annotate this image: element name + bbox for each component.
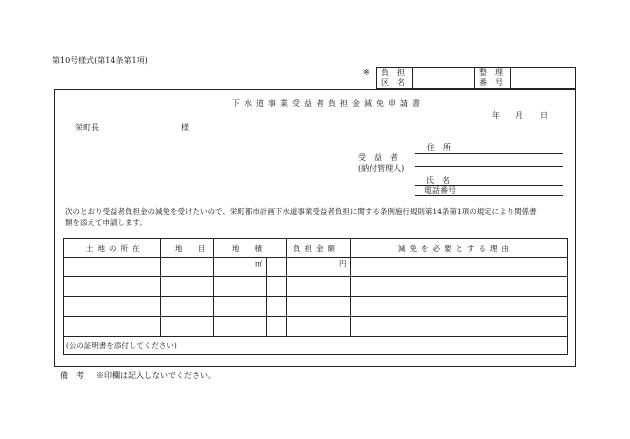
ref-label-2: 番 号: [479, 78, 503, 87]
form-title: 下水道事業受益者負担金減免申請書: [232, 99, 424, 108]
date-year: 年: [492, 111, 500, 120]
district-label-1: 負 担: [381, 68, 405, 77]
name-label: 氏 名: [426, 176, 450, 185]
applicant-role-label: 受 益 者: [358, 153, 398, 162]
header-location: 土地の所在: [86, 244, 144, 253]
remark-text: ※印欄は記入しないでください。: [96, 371, 216, 380]
reference-number-input[interactable]: [511, 68, 575, 88]
phone-label: 電話番号: [424, 186, 456, 195]
district-label-2: 区 名: [381, 78, 405, 87]
header-reason: 減免を必要とする理由: [398, 244, 513, 253]
date-day: 日: [540, 111, 548, 120]
area-unit: ㎡: [255, 259, 263, 268]
header-land-category: 地 目: [175, 244, 210, 253]
applicant-role-sub: (納付管理人): [358, 164, 405, 173]
yen-unit: 円: [339, 259, 347, 268]
certificate-note: (公の証明書を添付してください): [66, 341, 177, 350]
reason-cells[interactable]: [351, 258, 567, 336]
address-label: 住 所: [427, 143, 451, 152]
area-cells[interactable]: [214, 258, 266, 336]
phone-input[interactable]: [465, 186, 563, 195]
land-category-cells[interactable]: [161, 258, 213, 336]
charge-amount-cells[interactable]: [287, 258, 350, 336]
address-input[interactable]: [455, 142, 563, 153]
remark-label: 備 考: [60, 371, 84, 380]
header-charge-amount: 負担金額: [293, 244, 339, 253]
date-month: 月: [515, 111, 523, 120]
ref-label-1: 整 理: [479, 68, 503, 77]
district-input[interactable]: [413, 68, 473, 88]
honorific: 様: [181, 123, 189, 132]
addressee: 栄町長: [75, 123, 99, 132]
header-area: 地 積: [232, 244, 262, 253]
location-cells[interactable]: [64, 258, 160, 336]
request-body-line-2: 類を添えて申請します。: [65, 218, 147, 227]
name-input[interactable]: [455, 174, 563, 185]
request-body-line-1: 次のとおり受益者負担金の減免を受けたいので、栄町都市計画下水道事業受益者負担に関する条例施行規則第14条第1項の規定により関係書: [65, 207, 537, 216]
form-number: 第10号様式(第14条第1項): [52, 56, 148, 65]
asterisk-mark: ※: [363, 68, 370, 77]
